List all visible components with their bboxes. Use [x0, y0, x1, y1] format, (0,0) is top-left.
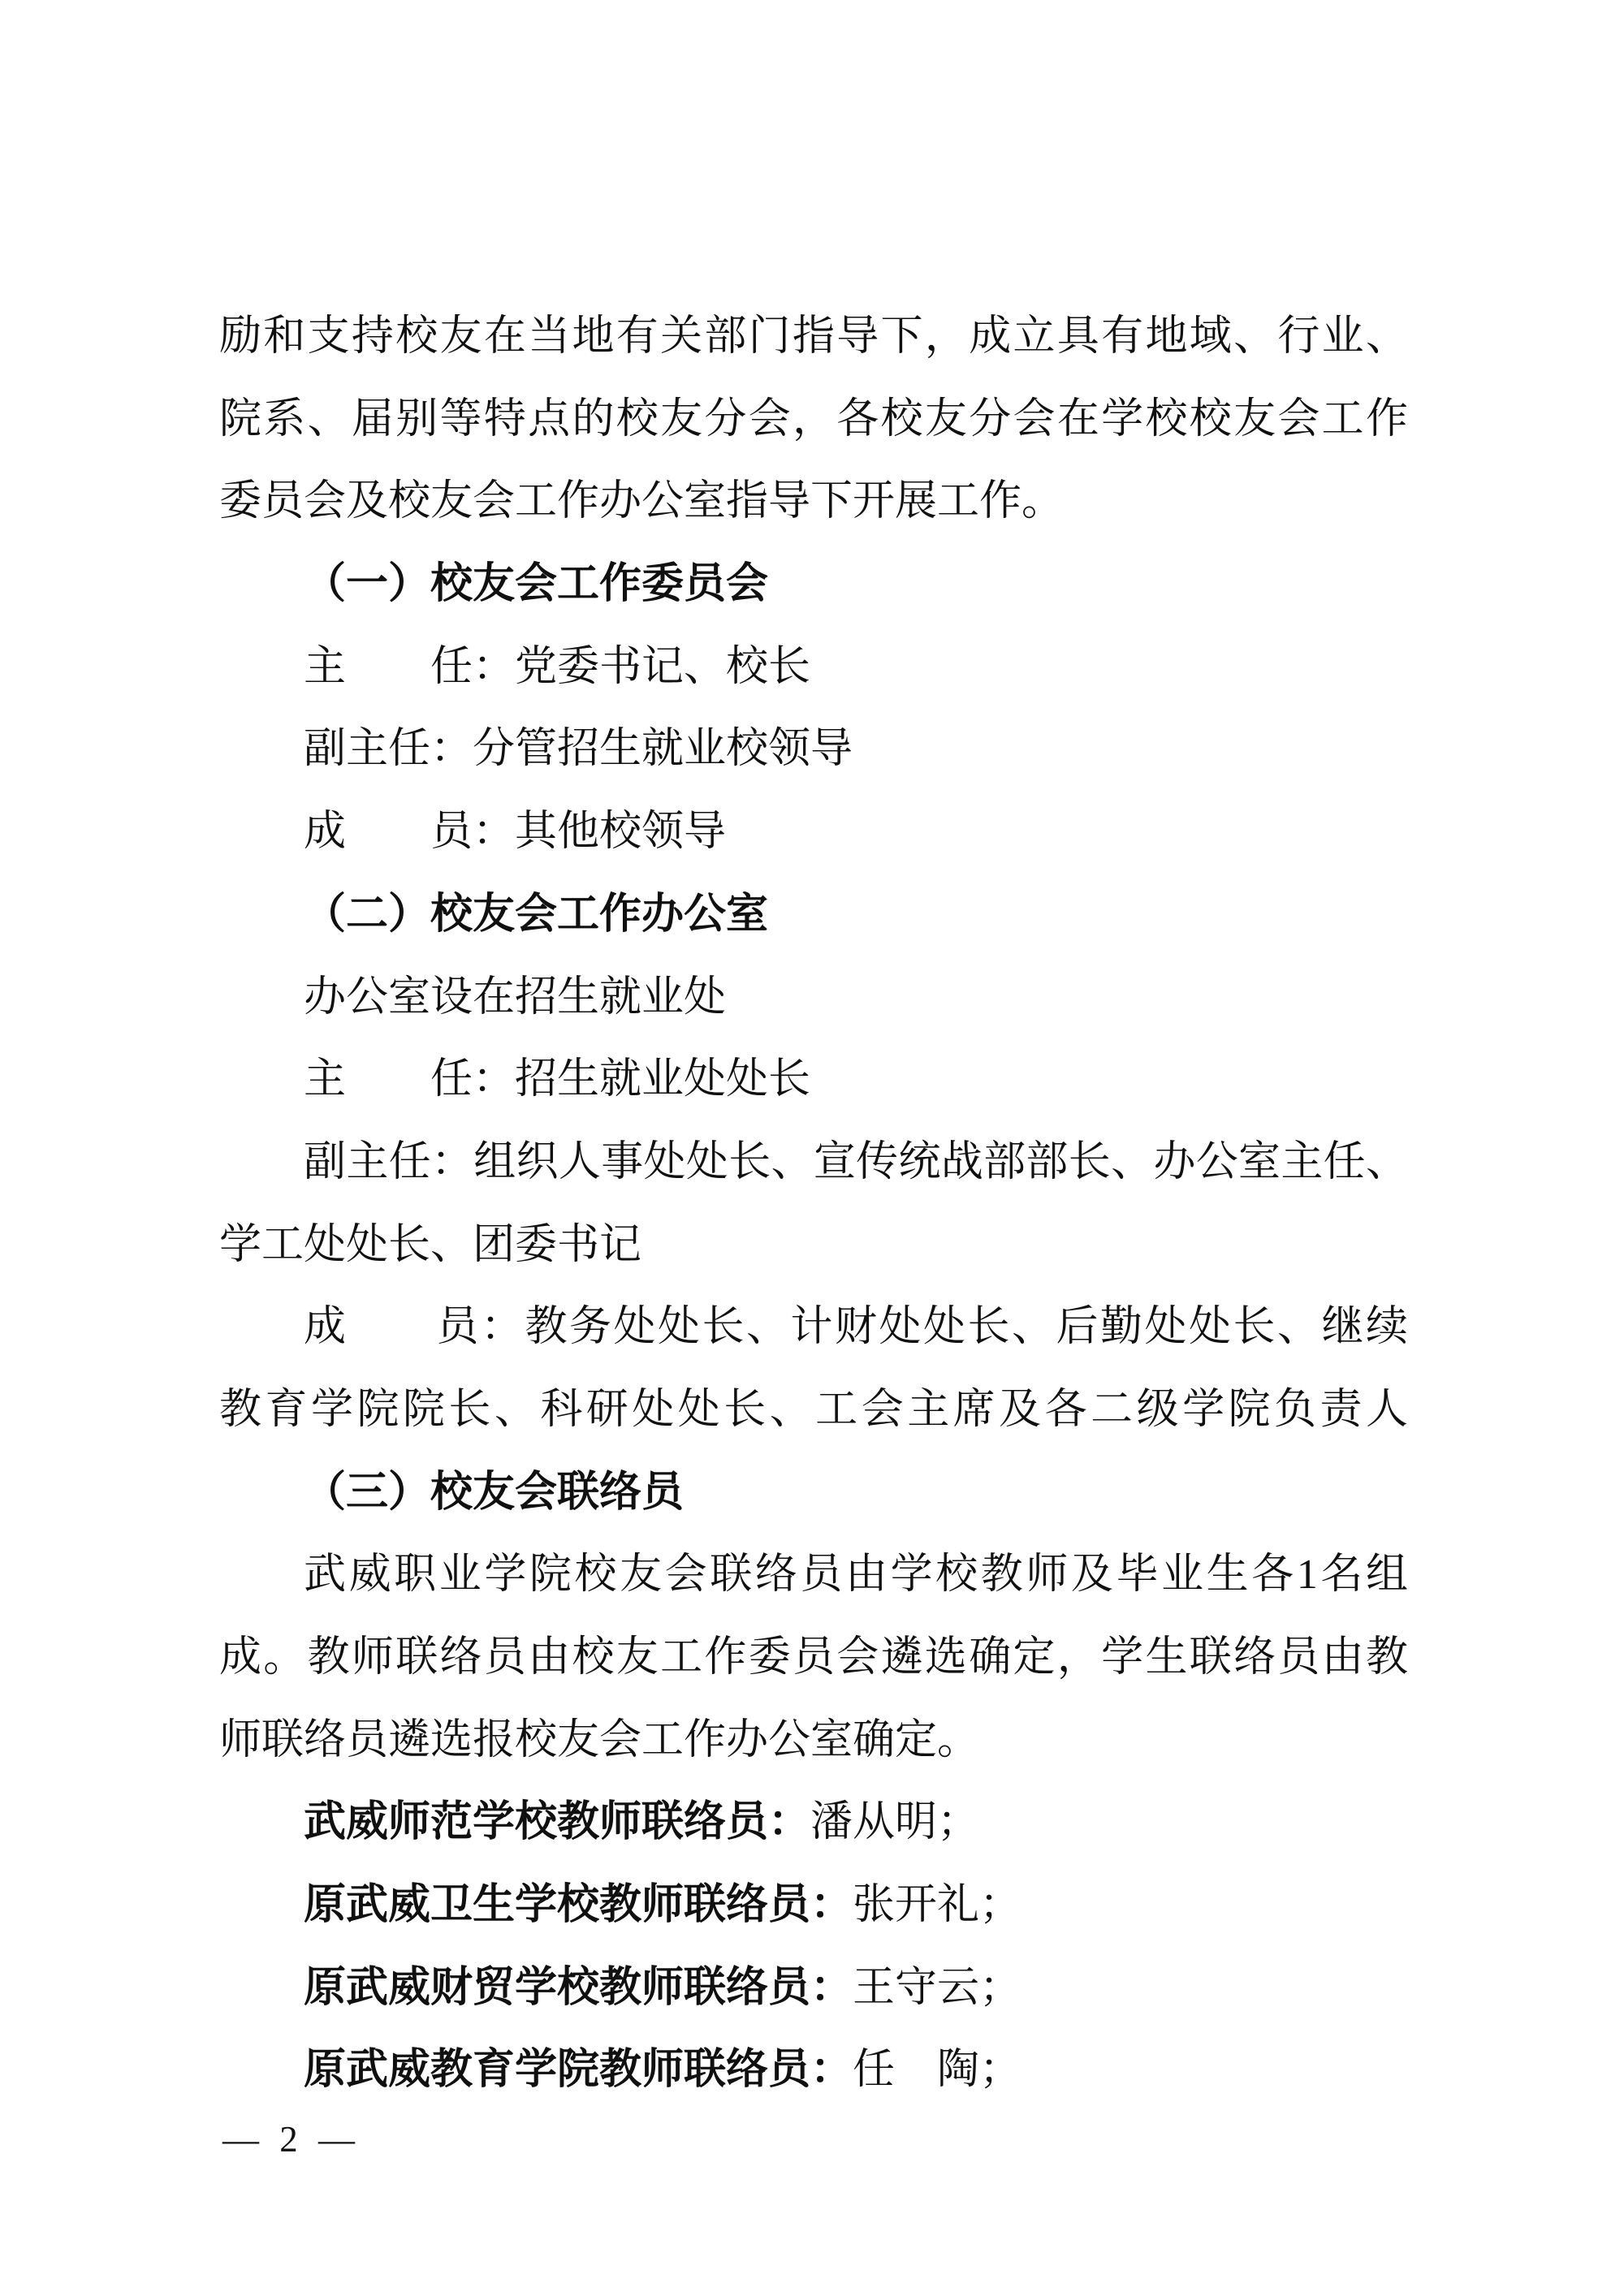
- contact-name: 王守云；: [853, 1964, 1022, 2011]
- line-deputy-director: 副主任：分管招生就业校领导: [304, 726, 853, 773]
- contact-label: 武威师范学校教师联络员：: [304, 1799, 811, 1846]
- line-office-deputy-director-cont: 学工处处长、团委书记: [219, 1221, 642, 1268]
- heading-committee: （一）校友会工作委员会: [304, 561, 769, 608]
- paragraph-line: 师联络员遴选报校友会工作办公室确定。: [219, 1716, 980, 1763]
- line-office-members: 成 员：教务处处长、计财处处长、后勤处处长、继续: [304, 1304, 1408, 1351]
- heading-office: （二）校友会工作办公室: [304, 891, 769, 938]
- line-office-deputy-director: 副主任：组织人事处处长、宣传统战部部长、办公室主任、: [304, 1138, 1408, 1185]
- paragraph-line: 励和支持校友在当地有关部门指导下，成立具有地域、行业、: [219, 313, 1408, 360]
- contact-line: [219, 1864, 1408, 1947]
- contact-line: [219, 1947, 1408, 2030]
- contact-label: 原武威卫生学校教师联络员：: [304, 1882, 853, 1929]
- paragraph-line: 武威职业学院校友会联络员由学校教师及毕业生各1名组: [304, 1552, 1408, 1599]
- heading-liaison: （三）校友会联络员: [304, 1469, 685, 1516]
- contact-line: [219, 1781, 1408, 1864]
- document-body: [219, 296, 1408, 2112]
- line-office-location: 办公室设在招生就业处: [304, 973, 727, 1021]
- contact-name: 潘从明；: [810, 1799, 980, 1846]
- paragraph-line: 成。教师联络员由校友工作委员会遴选确定，学生联络员由教: [219, 1634, 1408, 1681]
- line-office-members-cont: 教育学院院长、科研处处长、工会主席及各二级学院负责人: [219, 1386, 1408, 1433]
- contact-name: 张开礼；: [853, 1882, 1022, 1929]
- contact-line: [219, 2029, 1408, 2112]
- page-number: — 2 —: [222, 2119, 361, 2160]
- paragraph-line: 院系、届别等特点的校友分会，各校友分会在学校校友会工作: [219, 395, 1408, 442]
- line-office-director: 主 任：招生就业处处长: [304, 1056, 811, 1103]
- contact-name: 任 陶；: [853, 2047, 1022, 2094]
- line-director: 主 任：党委书记、校长: [304, 643, 811, 690]
- contact-label: 原武威财贸学校教师联络员：: [304, 1964, 853, 2011]
- paragraph-line: 委员会及校友会工作办公室指导下开展工作。: [219, 478, 1065, 525]
- line-members: 成 员：其他校领导: [304, 809, 727, 856]
- contact-label: 原武威教育学院教师联络员：: [304, 2047, 853, 2094]
